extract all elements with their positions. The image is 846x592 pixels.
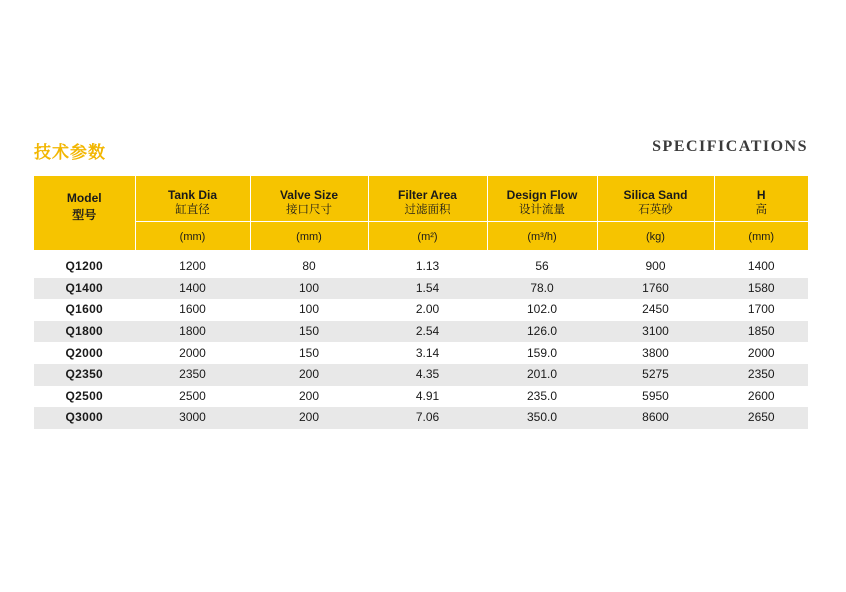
header-height (714, 176, 808, 250)
cell-tank-dia: 2350 (135, 364, 250, 386)
cell-design-flow: 126.0 (487, 321, 597, 343)
cell-model: Q1200 (65, 259, 104, 274)
cell-model: Q3000 (34, 407, 135, 429)
cell-valve-size: 100 (250, 278, 368, 300)
header-unit: (m³/h) (488, 221, 597, 244)
cell-height: 1400 (747, 259, 775, 274)
cell-tank-dia: 3000 (135, 407, 250, 429)
table-row (34, 299, 808, 321)
heading-cn: 技术参数 (34, 143, 106, 163)
cell-height: 1850 (714, 321, 808, 343)
table-row (34, 407, 808, 429)
cell-model: Q2500 (65, 388, 104, 403)
cell-silica-sand: 2450 (642, 302, 669, 317)
cell-tank-dia: 1600 (179, 302, 206, 317)
cell-tank-dia: 1800 (135, 321, 250, 343)
cell-design-flow: 56 (535, 259, 549, 274)
cell-height: 2350 (714, 364, 808, 386)
cell-design-flow: 159.0 (526, 345, 558, 360)
header-label-en: Tank Dia (167, 188, 218, 202)
cell-valve-size: 200 (298, 388, 320, 403)
cell-model: Q1800 (34, 321, 135, 343)
cell-filter-area: 4.91 (415, 388, 440, 403)
table-row (34, 321, 808, 343)
header-label-en: Filter Area (398, 188, 457, 202)
cell-filter-area: 3.14 (415, 345, 440, 360)
cell-silica-sand: 5950 (642, 388, 669, 403)
cell-silica-sand: 3800 (642, 345, 669, 360)
table-row (34, 386, 808, 408)
cell-filter-area: 2.54 (368, 321, 487, 343)
table-row (34, 256, 808, 278)
cell-tank-dia: 2500 (179, 388, 206, 403)
header-label-en: Design Flow (506, 188, 578, 202)
header-label-en: Valve Size (279, 188, 339, 202)
cell-tank-dia: 2000 (179, 345, 206, 360)
header-model (34, 176, 135, 250)
header-label-cn: 过滤面积 (404, 202, 451, 216)
cell-height: 2000 (747, 345, 775, 360)
header-label-en: Model (66, 191, 102, 205)
cell-filter-area: 4.35 (368, 364, 487, 386)
header-design-flow (487, 176, 597, 250)
cell-tank-dia: 1400 (135, 278, 250, 300)
header-label-cn: 型号 (72, 208, 97, 222)
cell-silica-sand: 900 (645, 259, 666, 274)
cell-filter-area: 2.00 (415, 302, 440, 317)
header-unit: (mm) (136, 221, 250, 244)
cell-filter-area: 7.06 (368, 407, 487, 429)
header-label-cn: 设计流量 (519, 202, 565, 216)
cell-height: 2650 (714, 407, 808, 429)
table-row (34, 364, 808, 386)
cell-valve-size: 150 (298, 345, 320, 360)
cell-valve-size: 150 (250, 321, 368, 343)
cell-model: Q1400 (34, 278, 135, 300)
cell-valve-size: 80 (302, 259, 316, 274)
specifications-table (34, 176, 808, 429)
header-label-cn: 石英砂 (638, 202, 673, 216)
cell-design-flow: 235.0 (526, 388, 558, 403)
header-label-cn: 高 (755, 202, 767, 216)
cell-filter-area: 1.54 (368, 278, 487, 300)
cell-design-flow: 350.0 (487, 407, 597, 429)
header-unit: (kg) (598, 221, 714, 244)
cell-design-flow: 102.0 (526, 302, 558, 317)
header-silica-sand (597, 176, 714, 250)
cell-silica-sand: 3100 (597, 321, 714, 343)
header-filter-area (368, 176, 487, 250)
table-row (34, 342, 808, 364)
header-unit: (mm) (251, 221, 368, 244)
cell-silica-sand: 8600 (597, 407, 714, 429)
cell-valve-size: 200 (250, 407, 368, 429)
cell-design-flow: 78.0 (487, 278, 597, 300)
cell-silica-sand: 1760 (597, 278, 714, 300)
header-label-en: Silica Sand (623, 188, 688, 202)
cell-valve-size: 100 (298, 302, 320, 317)
cell-height: 1700 (747, 302, 775, 317)
cell-silica-sand: 5275 (597, 364, 714, 386)
header-label-cn: 缸直径 (175, 202, 210, 216)
cell-height: 2600 (747, 388, 775, 403)
table-header-row (34, 176, 808, 250)
header-label-cn: 接口尺寸 (286, 202, 332, 216)
cell-design-flow: 201.0 (487, 364, 597, 386)
cell-height: 1580 (714, 278, 808, 300)
header-unit: (mm) (715, 221, 809, 244)
cell-model: Q1600 (65, 302, 104, 317)
heading-en: SPECIFICATIONS (652, 138, 808, 155)
table-row (34, 278, 808, 300)
cell-tank-dia: 1200 (179, 259, 206, 274)
cell-filter-area: 1.13 (415, 259, 440, 274)
header-valve-size (250, 176, 368, 250)
cell-model: Q2000 (65, 345, 104, 360)
cell-model: Q2350 (34, 364, 135, 386)
cell-valve-size: 200 (250, 364, 368, 386)
header-tank-dia (135, 176, 250, 250)
header-label-en: H (756, 188, 766, 202)
header-unit: (m²) (369, 221, 487, 244)
